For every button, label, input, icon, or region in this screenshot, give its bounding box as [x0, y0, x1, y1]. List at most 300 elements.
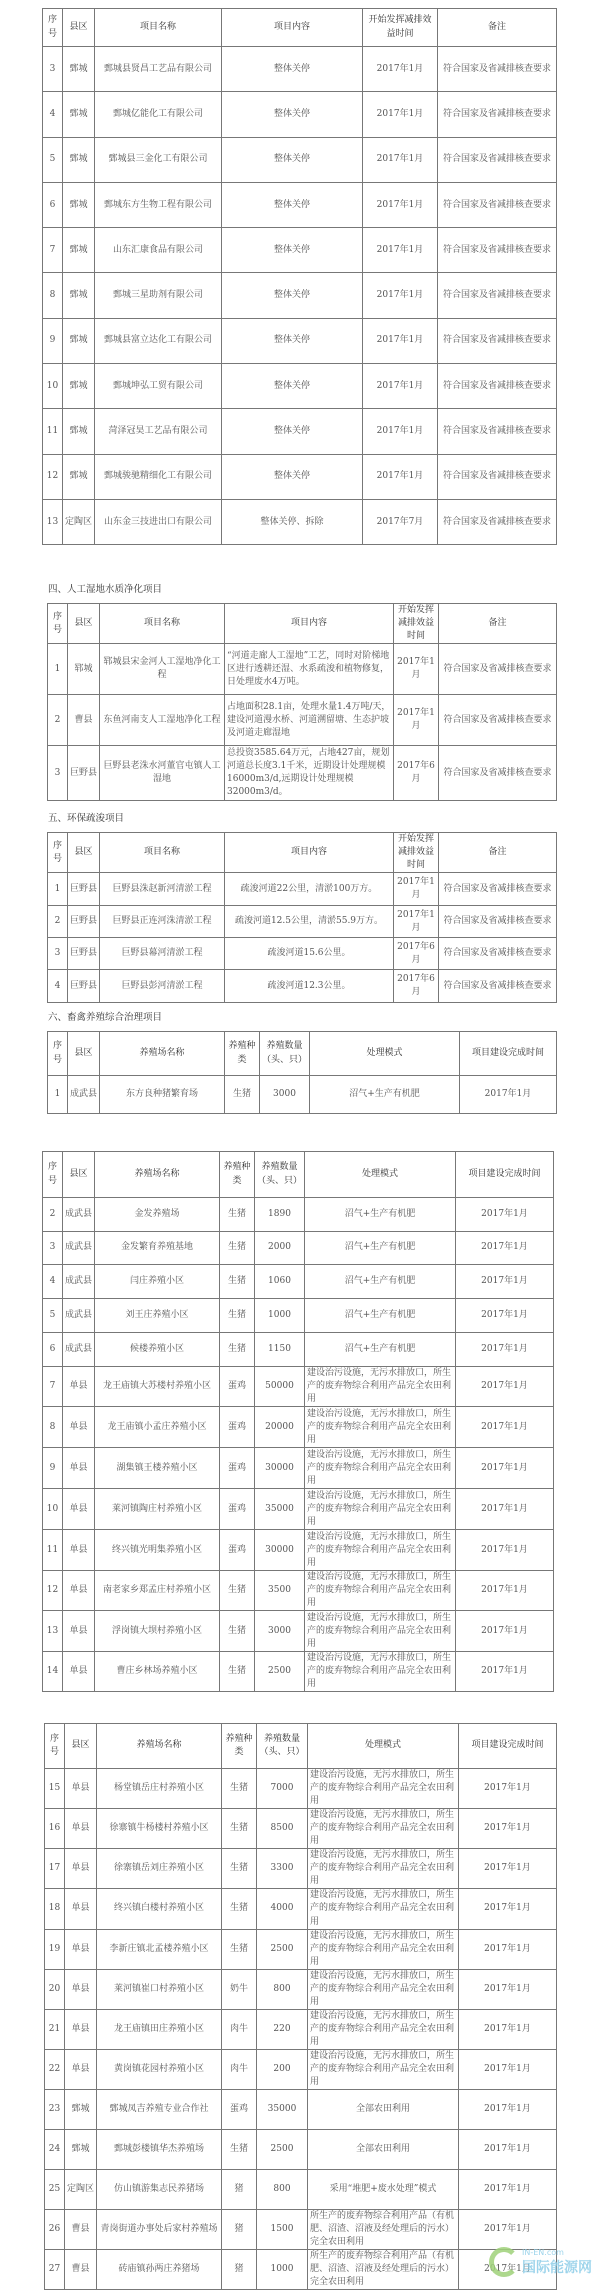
table-header-row — [48, 1032, 557, 1076]
table-cell: 2017年7月 — [363, 499, 438, 544]
table-cell: 巨野县 — [68, 970, 100, 1003]
table-cell: 巨野县彭河清淤工程 — [100, 970, 225, 1003]
table-cell: 建设治污设施，无污水排放口，所生产的废弃物综合利用产品完全农田利用 — [305, 1448, 456, 1489]
table-cell: 2017年1月 — [459, 2009, 557, 2049]
column-header: 项目建设完成时间 — [459, 1724, 557, 1769]
column-header: 项目建设完成时间 — [460, 1032, 557, 1076]
table-cell: 30000 — [255, 1448, 305, 1489]
table-row — [48, 906, 557, 938]
table-cell: 符合国家及省减排核查要求 — [438, 92, 557, 137]
table-cell: 2017年1月 — [460, 1076, 557, 1114]
table-cell: 15 — [45, 1769, 65, 1809]
table-cell: 郓城县宋金河人工湿地净化工程 — [100, 644, 225, 695]
table-row — [45, 1889, 557, 1929]
table-cell: 整体关停 — [222, 318, 363, 363]
table-cell: 定陶区 — [63, 499, 95, 544]
table-row — [43, 137, 557, 182]
table-row — [43, 47, 557, 92]
table-cell: 12 — [43, 454, 63, 499]
table-cell: 单县 — [63, 1571, 95, 1611]
table-cell: 2017年1月 — [363, 273, 438, 318]
table-cell: 龙王庙镇大苏楼村养殖小区 — [95, 1367, 220, 1407]
table-cell: 生猪 — [220, 1198, 255, 1232]
table-cell: 27 — [45, 2250, 65, 2290]
table-cell: 符合国家及省减排核查要求 — [438, 499, 557, 544]
table-cell: 建设治污设施，无污水排放口，所生产的废弃物综合利用产品完全农田利用 — [308, 1929, 459, 1969]
table-row — [48, 970, 557, 1003]
table-row — [48, 1076, 557, 1114]
table-cell: 曹庄乡林场养殖小区 — [95, 1652, 220, 1692]
table-cell: 符合国家及省减排核查要求 — [439, 906, 557, 938]
table-cell: 疏浚河道12.5公里，清淤55.9万方。 — [225, 906, 394, 938]
table-cell: 3 — [48, 746, 68, 801]
table-cell: 整体关停 — [222, 454, 363, 499]
table-cell: 巨野县洙赵新河清淤工程 — [100, 873, 225, 906]
table-cell: 26 — [45, 2210, 65, 2250]
table-cell: 3 — [43, 1232, 63, 1265]
column-header: 县区 — [68, 833, 100, 873]
table-cell: 2500 — [257, 2130, 308, 2170]
table-cell: 单县 — [63, 1367, 95, 1407]
table-cell: 整体关停 — [222, 92, 363, 137]
table-cell: 整体关停 — [222, 47, 363, 92]
table-row — [45, 2130, 557, 2170]
table-cell: 闫庄养殖小区 — [95, 1265, 220, 1299]
table-cell: 蛋鸡 — [220, 1448, 255, 1489]
table-row — [45, 2049, 557, 2089]
column-header: 项目名称 — [100, 604, 225, 644]
table-cell: 鄄城亿能化工有限公司 — [95, 92, 222, 137]
column-header: 养殖种类 — [220, 1152, 255, 1198]
table-cell: 山东金三技进出口有限公司 — [95, 499, 222, 544]
table-cell: 25 — [45, 2170, 65, 2210]
table-cell: 生猪 — [220, 1265, 255, 1299]
table-row — [43, 1652, 554, 1692]
table-cell: 所生产的废弃物综合利用产品（有机肥、沼渣、沼液及经处理后的污水）完全农田利用 — [308, 2210, 459, 2250]
table-cell: 鄄城 — [63, 182, 95, 227]
table-cell: 7 — [43, 228, 63, 273]
table-cell: 终兴镇白楼村养殖小区 — [97, 1889, 222, 1929]
table-cell: 2017年1月 — [363, 364, 438, 409]
column-header: 项目内容 — [225, 604, 394, 644]
table-cell: 2017年1月 — [459, 2090, 557, 2130]
table-cell: 生猪 — [222, 1849, 257, 1889]
table-cell: 2017年1月 — [456, 1299, 554, 1333]
column-header: 备注 — [439, 604, 557, 644]
table-cell: 成武县 — [63, 1198, 95, 1232]
table-cell: 巨野县正连河洙清淤工程 — [100, 906, 225, 938]
table-cell: 2017年1月 — [459, 1769, 557, 1809]
table-cell: 沼气+生产有机肥 — [305, 1333, 456, 1367]
table-cell: 2017年1月 — [459, 2170, 557, 2210]
table-cell: 12 — [43, 1571, 63, 1611]
table-cell: 2017年1月 — [394, 906, 439, 938]
table-cell: 单县 — [65, 1929, 97, 1969]
table-cell: 9 — [43, 1448, 63, 1489]
table-cell: 2017年1月 — [363, 137, 438, 182]
table-row — [43, 1407, 554, 1448]
table-cell: 杨堂镇岳庄村养殖小区 — [97, 1769, 222, 1809]
table-cell: 2017年1月 — [363, 47, 438, 92]
table-cell: 建设治污设施，无污水排放口，所生产的废弃物综合利用产品完全农田利用 — [308, 2049, 459, 2089]
table-row — [43, 1448, 554, 1489]
table-cell: 8500 — [257, 1809, 308, 1849]
table-cell: 1 — [48, 644, 68, 695]
table-cell: 符合国家及省减排核查要求 — [439, 695, 557, 746]
table-cell: 1000 — [255, 1299, 305, 1333]
table-cell: 3 — [43, 47, 63, 92]
table-cell: 鄄城坤弘工贸有限公司 — [95, 364, 222, 409]
table-cell: 肉牛 — [222, 2049, 257, 2089]
table-cell: 2017年6月 — [394, 938, 439, 970]
table-cell: 单县 — [65, 1889, 97, 1929]
table-cell: 砖庙镇孙两庄养猪场 — [97, 2250, 222, 2290]
table-cell: 莱河镇陶庄村养殖小区 — [95, 1489, 220, 1530]
table-cell: 220 — [257, 2009, 308, 2049]
t5-table — [47, 832, 557, 1003]
table-cell: 鄄城 — [63, 92, 95, 137]
t6-table — [47, 1031, 557, 1114]
table-row — [43, 1367, 554, 1407]
table-cell: 符合国家及省减排核查要求 — [439, 644, 557, 695]
table-row — [45, 2009, 557, 2049]
table-cell: 青岗街道办事处后家村养殖场 — [97, 2210, 222, 2250]
table-cell: 建设治污设施，无污水排放口，所生产的废弃物综合利用产品完全农田利用 — [308, 1769, 459, 1809]
table-cell: 鄄城凤吉养殖专业合作社 — [97, 2090, 222, 2130]
table-cell: 4000 — [257, 1889, 308, 1929]
table-cell: 沼气+生产有机肥 — [305, 1232, 456, 1265]
table-cell: 2017年1月 — [456, 1198, 554, 1232]
table-cell: 整体关停 — [222, 137, 363, 182]
tB-table — [42, 1151, 554, 1692]
table-cell: 整体关停、拆除 — [222, 499, 363, 544]
table-cell: 建设治污设施，无污水排放口，所生产的废弃物综合利用产品完全农田利用 — [305, 1652, 456, 1692]
table-cell: 东鱼河南支人工湿地净化工程 — [100, 695, 225, 746]
table-cell: 1000 — [257, 2250, 308, 2290]
table-header-row — [43, 1152, 554, 1198]
table-cell: 生猪 — [225, 1076, 260, 1114]
table-row — [48, 938, 557, 970]
table-row — [43, 364, 557, 409]
table-cell: 刘王庄养殖小区 — [95, 1299, 220, 1333]
table-cell: 单县 — [65, 1809, 97, 1849]
column-header: 处理模式 — [308, 1724, 459, 1769]
column-header: 开始发挥减排效益时间 — [394, 833, 439, 873]
table-cell: 2017年6月 — [394, 746, 439, 801]
table-row — [45, 2210, 557, 2250]
table-cell: 生猪 — [222, 2130, 257, 2170]
table-cell: 黄岗镇花园村养殖小区 — [97, 2049, 222, 2089]
section-title-dredging: 五、环保疏浚项目 — [48, 813, 125, 824]
table-cell: 蛋鸡 — [220, 1367, 255, 1407]
table-cell: 35000 — [255, 1489, 305, 1530]
table-cell: 沼气+生产有机肥 — [305, 1198, 456, 1232]
table-cell: 2500 — [255, 1652, 305, 1692]
table-cell: 建设治污设施，无污水排放口，所生产的废弃物综合利用产品完全农田利用 — [305, 1367, 456, 1407]
column-header: 备注 — [439, 833, 557, 873]
table-cell: 2017年1月 — [459, 1929, 557, 1969]
table-cell: 疏浚河道22公里，清淤100万方。 — [225, 873, 394, 906]
section-title-livestock: 六、畜禽养殖综合治理项目 — [48, 1012, 163, 1023]
table-row — [48, 873, 557, 906]
table-cell: 20 — [45, 1969, 65, 2009]
table-header-row — [45, 1724, 557, 1769]
table-header-row — [48, 833, 557, 873]
table-cell: 鄄城三星助剂有限公司 — [95, 273, 222, 318]
table-cell: 24 — [45, 2130, 65, 2170]
table-cell: 6 — [43, 1333, 63, 1367]
table-cell: 4 — [48, 970, 68, 1003]
table-cell: 3000 — [255, 1611, 305, 1652]
table-row — [43, 1571, 554, 1611]
table-cell: 终兴镇光明集养殖小区 — [95, 1530, 220, 1571]
table-row — [48, 644, 557, 695]
column-header: 养殖数量（头、只） — [260, 1032, 310, 1076]
table-cell: 鄄城 — [63, 409, 95, 454]
table-cell: 2017年1月 — [459, 2250, 557, 2290]
table-cell: 李新庄镇北孟楼养殖小区 — [97, 1929, 222, 1969]
section-title-wetland: 四、人工湿地水质净化项目 — [48, 584, 163, 595]
table-row — [45, 1929, 557, 1969]
table-cell: 曹县 — [68, 695, 100, 746]
column-header: 养殖数量（头、只） — [257, 1724, 308, 1769]
table-cell: 整体关停 — [222, 409, 363, 454]
column-header: 项目建设完成时间 — [456, 1152, 554, 1198]
table-cell: 沼气+生产有机肥 — [310, 1076, 460, 1114]
column-header: 项目内容 — [225, 833, 394, 873]
table-cell: 符合国家及省减排核查要求 — [439, 746, 557, 801]
table-cell: 符合国家及省减排核查要求 — [439, 970, 557, 1003]
table-cell: 2017年1月 — [459, 2130, 557, 2170]
table-row — [45, 1849, 557, 1889]
column-header: 开始发挥减排效益时间 — [363, 9, 438, 47]
table-cell: 2017年1月 — [456, 1265, 554, 1299]
table-cell: 2017年1月 — [459, 1849, 557, 1889]
table-cell: 2017年1月 — [459, 2049, 557, 2089]
column-header: 序号 — [48, 604, 68, 644]
table-cell: 21 — [45, 2009, 65, 2049]
table-cell: 沼气+生产有机肥 — [305, 1265, 456, 1299]
table-cell: 巨野县 — [68, 906, 100, 938]
table-cell: 莱河镇崔口村养殖小区 — [97, 1969, 222, 2009]
table-cell: 2017年1月 — [456, 1611, 554, 1652]
table-cell: 建设治污设施，无污水排放口，所生产的废弃物综合利用产品完全农田利用 — [308, 1889, 459, 1929]
table-cell: 定陶区 — [65, 2170, 97, 2210]
table-row — [43, 1265, 554, 1299]
table-cell: 2017年1月 — [456, 1652, 554, 1692]
table-cell: 疏浚河道15.6公里。 — [225, 938, 394, 970]
table-cell: 符合国家及省减排核查要求 — [439, 938, 557, 970]
table-cell: 生猪 — [222, 1809, 257, 1849]
table-cell: 湖集镇王楼养殖小区 — [95, 1448, 220, 1489]
table-cell: 成武县 — [68, 1076, 100, 1114]
table-cell: 疏浚河道12.3公里。 — [225, 970, 394, 1003]
table-row — [45, 1769, 557, 1809]
table-cell: “河道走廊人工湿地”工艺，同时对阶梯地区进行透耕还湿、水系疏浚和植物修复，日处理废水4万吨。 — [225, 644, 394, 695]
table-cell: 13 — [43, 1611, 63, 1652]
table-cell: 1150 — [255, 1333, 305, 1367]
table-cell: 3500 — [255, 1571, 305, 1611]
table-cell: 生猪 — [220, 1232, 255, 1265]
table-cell: 10 — [43, 1489, 63, 1530]
table-cell: 8 — [43, 273, 63, 318]
table-cell: 2000 — [255, 1232, 305, 1265]
table-cell: 1060 — [255, 1265, 305, 1299]
table-cell: 3 — [48, 938, 68, 970]
table-cell: 生猪 — [220, 1571, 255, 1611]
table-cell: 金发繁育养殖基地 — [95, 1232, 220, 1265]
table-cell: 猪 — [222, 2250, 257, 2290]
column-header: 处理模式 — [305, 1152, 456, 1198]
table-cell: 2 — [43, 1198, 63, 1232]
table-cell: 曹县 — [65, 2250, 97, 2290]
table-cell: 符合国家及省减排核查要求 — [438, 409, 557, 454]
table-cell: 建设治污设施，无污水排放口，所生产的废弃物综合利用产品完全农田利用 — [308, 1969, 459, 2009]
table-cell: 候楼养殖小区 — [95, 1333, 220, 1367]
table-cell: 鄄城东方生物工程有限公司 — [95, 182, 222, 227]
table-cell: 单县 — [63, 1611, 95, 1652]
table-cell: 建设治污设施，无污水排放口，所生产的废弃物综合利用产品完全农田利用 — [308, 1809, 459, 1849]
table-cell: 1 — [48, 1076, 68, 1114]
table-cell: 10 — [43, 364, 63, 409]
table-cell: 鄄城 — [63, 364, 95, 409]
table-cell: 猪 — [222, 2210, 257, 2250]
table-cell: 浮岗镇大坝村养殖小区 — [95, 1611, 220, 1652]
table-row — [43, 273, 557, 318]
table-cell: 800 — [257, 1969, 308, 2009]
table-cell: 2017年1月 — [459, 1969, 557, 2009]
table-cell: 建设治污设施，无污水排放口，所生产的废弃物综合利用产品完全农田利用 — [305, 1407, 456, 1448]
table-cell: 30000 — [255, 1530, 305, 1571]
table-cell: 生猪 — [220, 1652, 255, 1692]
table-cell: 1500 — [257, 2210, 308, 2250]
table-cell: 2017年1月 — [456, 1571, 554, 1611]
table-cell: 蛋鸡 — [220, 1489, 255, 1530]
table-cell: 建设治污设施，无污水排放口，所生产的废弃物综合利用产品完全农田利用 — [305, 1611, 456, 1652]
table-cell: 鄄城 — [65, 2130, 97, 2170]
table-cell: 19 — [45, 1929, 65, 1969]
table-row — [43, 454, 557, 499]
table-cell: 蛋鸡 — [220, 1407, 255, 1448]
table-cell: 总投资3585.64万元，占地427亩，规划河道总长度3.1千米，近期设计处理规模16000m3/d,远期设计处理规模32000m3/d。 — [225, 746, 394, 801]
table-cell: 整体关停 — [222, 228, 363, 273]
table-row — [45, 2170, 557, 2210]
table-row — [43, 1611, 554, 1652]
table-row — [48, 746, 557, 801]
table-cell: 全部农田利用 — [308, 2130, 459, 2170]
table-row — [43, 92, 557, 137]
table-cell: 单县 — [63, 1652, 95, 1692]
table-cell: 鄄城 — [63, 228, 95, 273]
table-cell: 2017年1月 — [456, 1407, 554, 1448]
table-cell: 2017年1月 — [363, 409, 438, 454]
table-cell: 山东汇康食品有限公司 — [95, 228, 222, 273]
table-cell: 1 — [48, 873, 68, 906]
table-cell: 3000 — [260, 1076, 310, 1114]
table-cell: 所生产的废弃物综合利用产品（有机肥、沼渣、沼液及经处理后的污水）完全农田利用 — [308, 2250, 459, 2290]
table-cell: 鄄城县富立达化工有限公司 — [95, 318, 222, 363]
table-cell: 符合国家及省减排核查要求 — [438, 182, 557, 227]
table-cell: 符合国家及省减排核查要求 — [439, 873, 557, 906]
table-cell: 单县 — [65, 1969, 97, 2009]
table-cell: 18 — [45, 1889, 65, 1929]
column-header: 养殖种类 — [225, 1032, 260, 1076]
table-cell: 巨野县 — [68, 746, 100, 801]
table-cell: 建设治污设施，无污水排放口，所生产的废弃物综合利用产品完全农田利用 — [305, 1571, 456, 1611]
column-header: 县区 — [68, 604, 100, 644]
table-cell: 建设治污设施，无污水排放口，所生产的废弃物综合利用产品完全农田利用 — [305, 1489, 456, 1530]
table-cell: 占地面积28.1亩，处理水量1.4万吨/天，建设河道漫水桥、河道溯留塘、生态护坡及河道走廊湿地 — [225, 695, 394, 746]
watermark-domain: IN-EN.com — [522, 2247, 564, 2257]
table-cell: 金发养殖场 — [95, 1198, 220, 1232]
table-row — [43, 318, 557, 363]
table-cell: 巨野县 — [68, 873, 100, 906]
column-header: 项目名称 — [100, 833, 225, 873]
table-cell: 单县 — [63, 1448, 95, 1489]
column-header: 序号 — [45, 1724, 65, 1769]
table-cell: 整体关停 — [222, 364, 363, 409]
column-header: 序号 — [48, 1032, 68, 1076]
table-cell: 8 — [43, 1407, 63, 1448]
table-cell: 成武县 — [63, 1333, 95, 1367]
table-row — [43, 409, 557, 454]
table-cell: 7000 — [257, 1769, 308, 1809]
table-row — [43, 1333, 554, 1367]
table-cell: 4 — [43, 92, 63, 137]
table-cell: 2017年1月 — [363, 92, 438, 137]
column-header: 养殖数量（头、只） — [255, 1152, 305, 1198]
table-cell: 35000 — [257, 2090, 308, 2130]
column-header: 县区 — [63, 9, 95, 47]
table-cell: 整体关停 — [222, 273, 363, 318]
table-cell: 郓城 — [68, 644, 100, 695]
table-cell: 2017年1月 — [459, 1809, 557, 1849]
table-cell: 整体关停 — [222, 182, 363, 227]
table-cell: 符合国家及省减排核查要求 — [438, 454, 557, 499]
table-cell: 生猪 — [222, 1769, 257, 1809]
table-cell: 5 — [43, 137, 63, 182]
table-cell: 鄄城 — [65, 2090, 97, 2130]
table-cell: 2 — [48, 906, 68, 938]
table-cell: 鄄城县三金化工有限公司 — [95, 137, 222, 182]
column-header: 养殖场名称 — [97, 1724, 222, 1769]
column-header: 序号 — [43, 1152, 63, 1198]
table-cell: 符合国家及省减排核查要求 — [438, 47, 557, 92]
table-row — [45, 1969, 557, 2009]
column-header: 项目内容 — [222, 9, 363, 47]
column-header: 养殖种类 — [222, 1724, 257, 1769]
table-cell: 2017年1月 — [456, 1448, 554, 1489]
table-row — [43, 499, 557, 544]
table-cell: 2017年1月 — [456, 1367, 554, 1407]
table-cell: 符合国家及省减排核查要求 — [438, 318, 557, 363]
table-row — [48, 695, 557, 746]
table-cell: 巨野县 — [68, 938, 100, 970]
table-cell: 鄄城 — [63, 137, 95, 182]
table-cell: 2017年1月 — [456, 1333, 554, 1367]
column-header: 县区 — [65, 1724, 97, 1769]
table-cell: 14 — [43, 1652, 63, 1692]
table-cell: 2017年1月 — [394, 644, 439, 695]
table-cell: 1890 — [255, 1198, 305, 1232]
table-cell: 2 — [48, 695, 68, 746]
table-cell: 生猪 — [220, 1611, 255, 1652]
table-cell: 9 — [43, 318, 63, 363]
table-cell: 南老家乡郑孟庄村养殖小区 — [95, 1571, 220, 1611]
table-header-row — [43, 9, 557, 47]
table-cell: 生猪 — [222, 1929, 257, 1969]
table-cell: 2017年1月 — [456, 1232, 554, 1265]
